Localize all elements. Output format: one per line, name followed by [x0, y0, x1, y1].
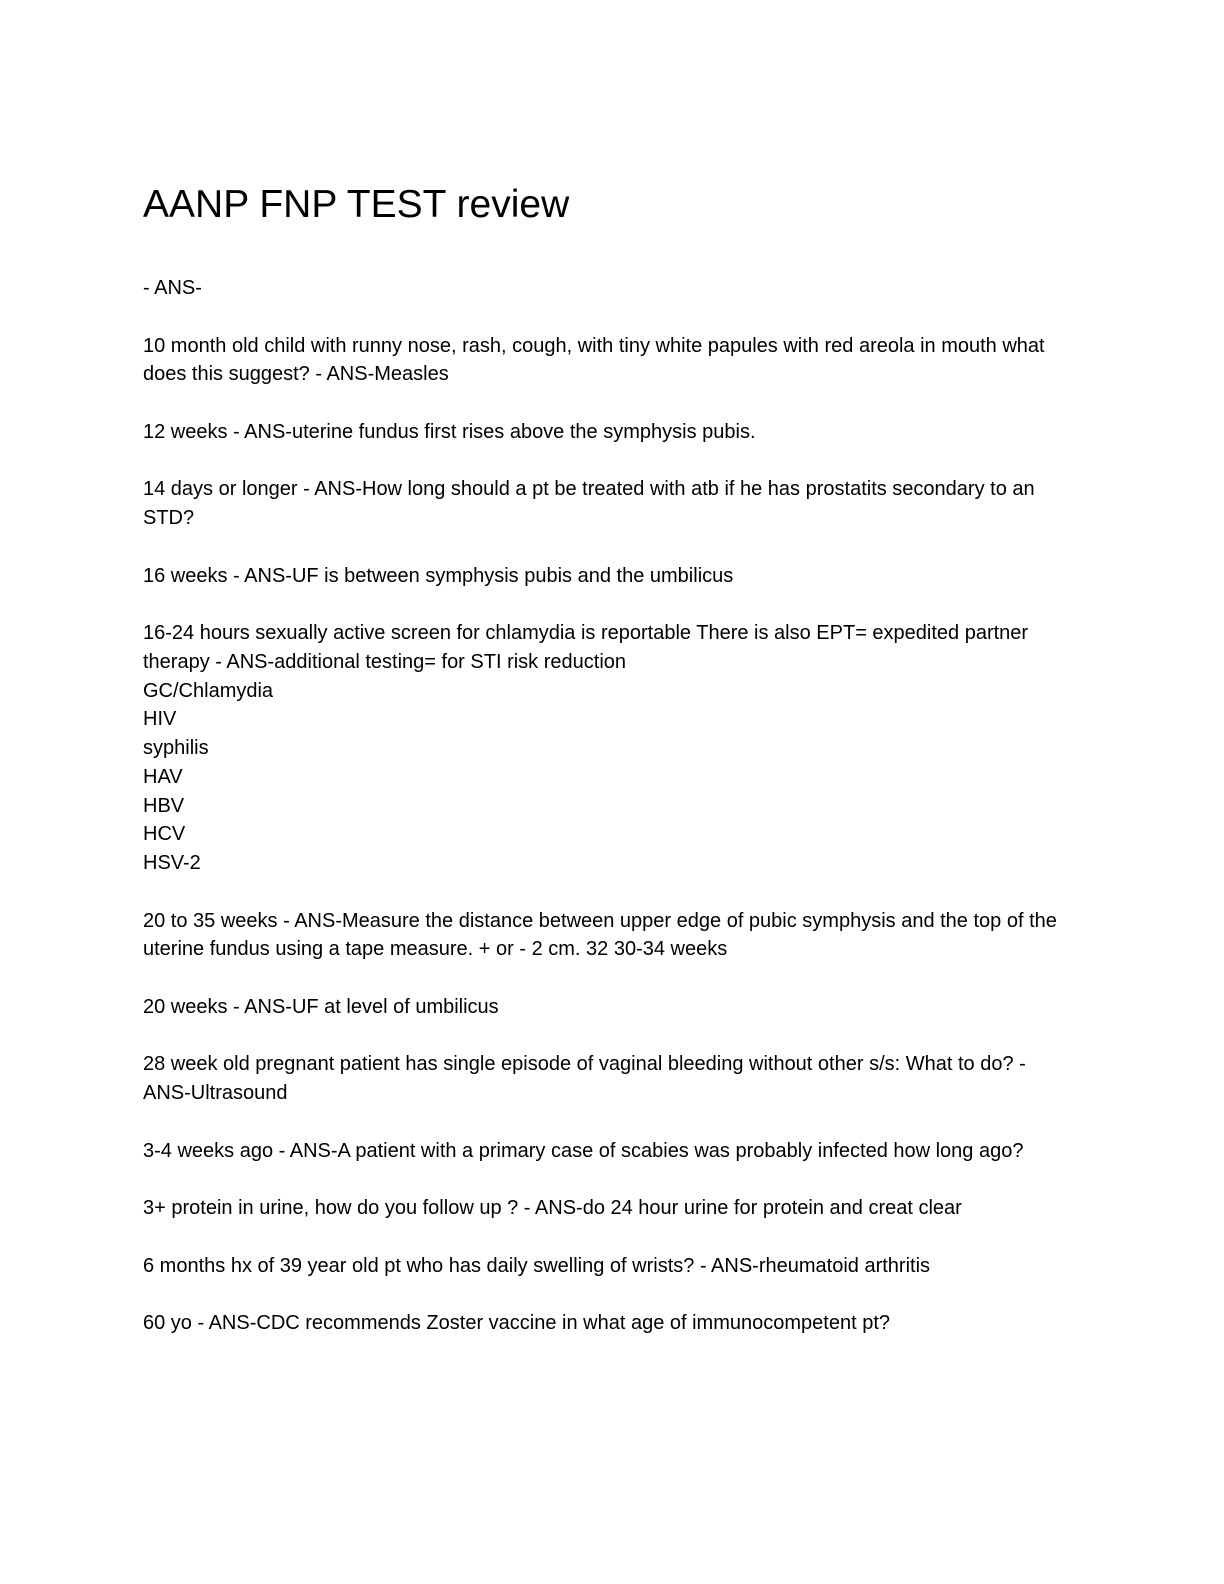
entry: [143, 1194, 1073, 1223]
entry: [143, 1137, 1073, 1166]
entry: [143, 562, 1073, 591]
entry-text: 6 months hx of 39 year old pt who has daily swelling of wrists? - ANS-rheumatoid arthritis: [143, 1254, 931, 1277]
sti-test-list: [143, 677, 1073, 878]
list-item: HBV: [143, 794, 185, 817]
entry: [143, 1252, 1073, 1281]
entry-text: 14 days or longer - ANS-How long should a pt be treated with atb if he has prostatits secondary to an STD?: [143, 478, 1035, 529]
entry: [143, 274, 1073, 303]
entry-list: [143, 274, 1073, 1367]
entry-text: - ANS-: [143, 277, 202, 299]
entry-text: 60 yo - ANS-CDC recommends Zoster vaccine in what age of immunocompetent pt?: [143, 1312, 890, 1334]
entry: [143, 619, 1073, 878]
entry: [143, 1309, 1073, 1338]
entry: [143, 332, 1073, 390]
entry-text: 16-24 hours sexually active screen for chlamydia is reportable There is also EPT= expedited partner therapy - ANS-additional testing= for STI risk reduction: [143, 622, 1029, 673]
list-item: HAV: [143, 765, 183, 788]
list-item: HSV-2: [143, 852, 201, 874]
document-title: AANP FNP TEST review: [143, 183, 570, 226]
entry-text: 10 month old child with runny nose, rash, cough, with tiny white papules with red areola in mouth what does this suggest? - ANS-Measles: [143, 334, 1045, 386]
entry: [143, 418, 1073, 447]
entry-text: 3+ protein in urine, how do you follow up ? - ANS-do 24 hour urine for protein and creat clear: [143, 1197, 962, 1219]
entry: [143, 907, 1073, 965]
entry: [143, 993, 1073, 1022]
list-item: GC/Chlamydia: [143, 679, 274, 702]
entry-text: 20 to 35 weeks - ANS-Measure the distance between upper edge of pubic symphysis and the top of the uterine fundus using a tape measure. + or - 2 cm. 32 30-34 weeks: [143, 909, 1057, 961]
entry-text: 12 weeks - ANS-uterine fundus first rises above the symphysis pubis.: [143, 420, 756, 443]
list-item: HIV: [143, 708, 177, 731]
list-item: HCV: [143, 823, 186, 846]
list-item: syphilis: [143, 737, 209, 759]
entry: [143, 1050, 1073, 1108]
entry-text: 28 week old pregnant patient has single episode of vaginal bleeding without other s/s: What to do? - ANS-Ultrasound: [143, 1053, 1026, 1104]
entry-text: 3-4 weeks ago - ANS-A patient with a primary case of scabies was probably infected how long ago?: [143, 1139, 1024, 1162]
entry-text: 20 weeks - ANS-UF at level of umbilicus: [143, 995, 499, 1018]
entry: [143, 475, 1073, 533]
entry-text: 16 weeks - ANS-UF is between symphysis pubis and the umbilicus: [143, 564, 734, 587]
